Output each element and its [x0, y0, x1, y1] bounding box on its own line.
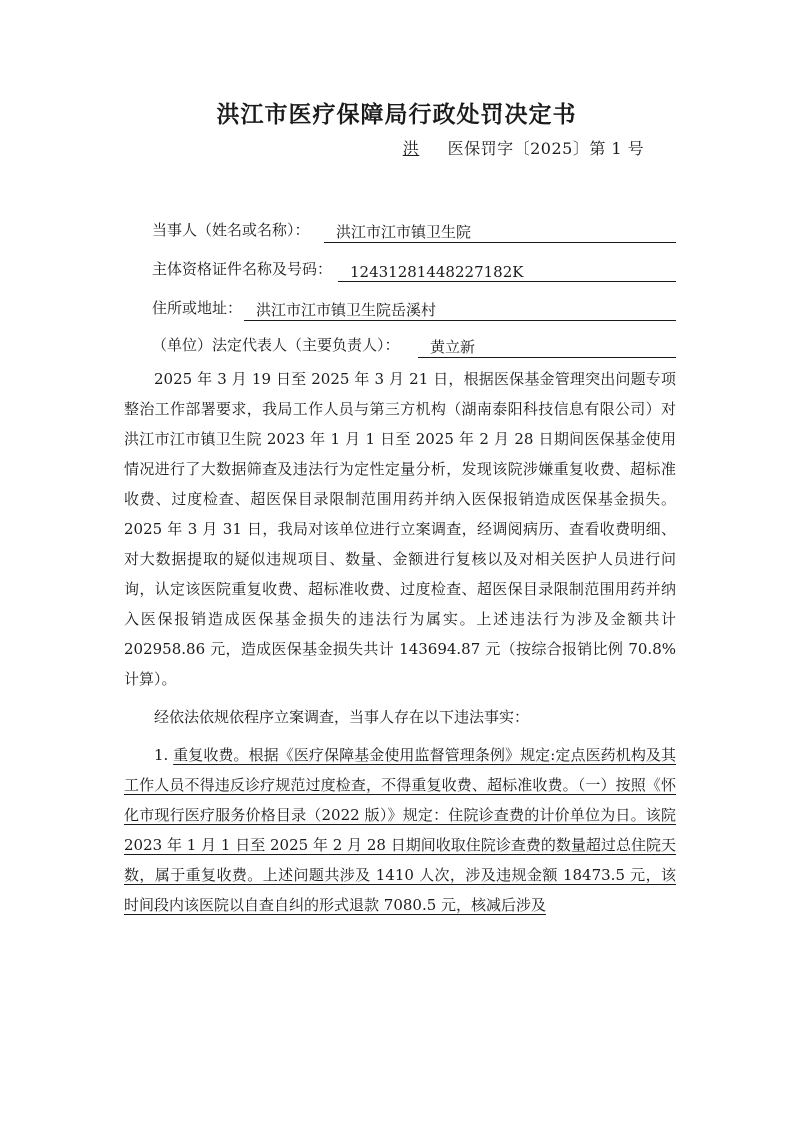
field-value: 黄立新	[418, 336, 676, 358]
credential-field	[152, 258, 524, 281]
legal-representative-field	[152, 334, 476, 356]
doc-number-prefix: 洪	[402, 139, 420, 158]
field-value: 洪江市江市镇卫生院岳溪村	[244, 299, 676, 321]
item-number: 1.	[154, 746, 169, 764]
document-body	[124, 364, 676, 920]
document-number	[380, 136, 644, 159]
doc-number-rest: 医保罚字〔2025〕第 1 号	[447, 139, 645, 158]
body-paragraph-intro: 经依法依规依程序立案调查，当事人存在以下违法事实：	[154, 708, 530, 726]
field-label: 当事人（姓名或名称）：	[152, 221, 310, 239]
document-title: 洪江市医疗保障局行政处罚决定书	[216, 101, 577, 128]
field-value: 12431281448227182K	[338, 263, 676, 282]
field-label: （单位）法定代表人（主要负责人）：	[152, 336, 400, 354]
address-field	[152, 297, 437, 319]
field-label: 住所或地址：	[152, 299, 243, 317]
item-text: 重复收费。根据《医疗保障基金使用监督管理条例》规定:定点医药机构及其工作人员不得违反诊疗规范过度检查，不得重复收费、超标准收费。（一）按照《怀化市现行医疗服务价格目录（2022 版）》规定：住院诊查费的计价单位为日。该院 2023 年 1 月 1 日至 2025 年 2 月 28 日期间收取住院诊查费的数量超过总住院天数，属于重复收费。上述问题共涉及 1410 人次，涉及违规金额 18473.5 元，该时间段内该医院以自查自纠的形式退款 7080.5 元，核减后涉及	[124, 746, 676, 914]
field-label: 主体资格证件名称及号码：	[152, 260, 333, 278]
party-name-field	[152, 219, 472, 241]
field-value: 洪江市江市镇卫生院	[324, 221, 676, 243]
body-paragraph-findings: 2025 年 3 月 19 日至 2025 年 3 月 21 日，根据医保基金管理突出问题专项整治工作部署要求，我局工作人员与第三方机构（湖南泰阳科技信息有限公司）对洪江市江市镇卫生院 2023 年 1 月 1 日至 2025 年 2 月 28 日期间医保基金使用情况进行了大数据筛查及违法行为定性定量分析，发现该院涉嫌重复收费、超标准收费、过度检查、超医保目录限制范围用药并纳入医保报销造成医保基金损失。2025 年 3 月 31 日，我局对该单位进行立案调查，经调阅病历、查看收费明细、对大数据提取的疑似违规项目、数量、金额进行复核以及对相关医护人员进行问询，认定该医院重复收费、超标准收费、过度检查、超医保目录限制范围用药并纳入医保报销造成医保基金损失的违法行为属实。上述违法行为涉及金额共计 202958.86 元，造成医保基金损失共计 143694.87 元（按综合报销比例 70.8%计算）。	[124, 370, 676, 688]
violation-item-1	[124, 740, 676, 920]
